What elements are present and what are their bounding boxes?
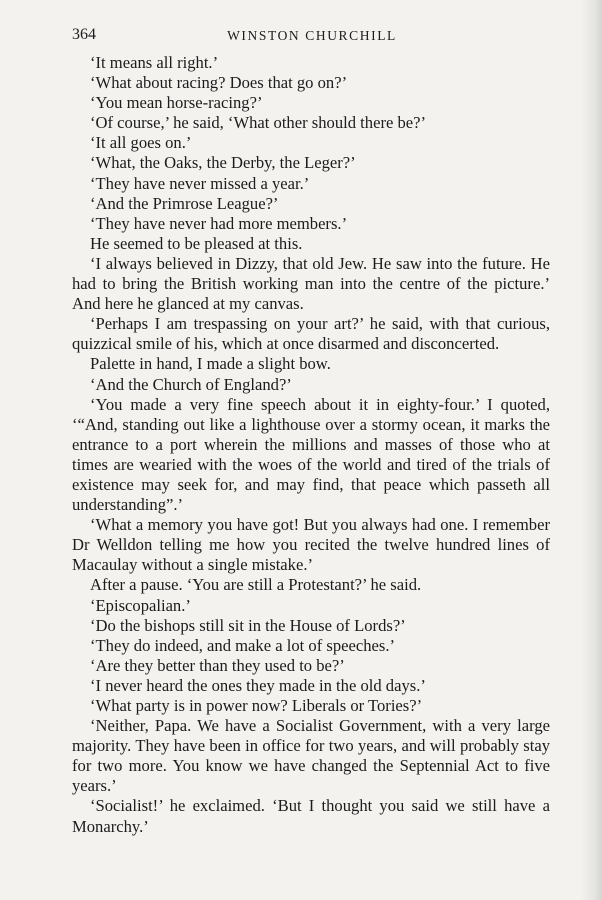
paragraph: ‘You made a very fine speech about it in eighty-four.’ I quoted, ‘“And, standing out like a lighthouse over a stormy ocean, it marks the entrance to a port wherein the millions and masses of those who at times are wearied with the woes of the world and tired of the trials of existence may seek for, and may find, that peace which passeth all understanding”.’ — [72, 394, 550, 515]
paragraph: He seemed to be pleased at this. — [90, 233, 303, 253]
paragraph: ‘Of course,’ he said, ‘What other should there be?’ — [90, 113, 427, 133]
paragraph: ‘Episcopalian.’ — [90, 595, 191, 615]
body-text — [72, 53, 550, 837]
paragraph: ‘Perhaps I am trespassing on your art?’ he said, with that curious, quizzical smile of his, which at once disarmed and disconcerted. — [72, 314, 550, 354]
paragraph: ‘You mean horse-racing?’ — [90, 93, 263, 113]
paragraph: ‘And the Primrose League?’ — [90, 193, 279, 213]
paragraph: ‘They have never had more members.’ — [90, 213, 348, 233]
paragraph: ‘I always believed in Dizzy, that old Jew. He saw into the future. He had to bring the British working man into the centre of the picture.’ And here he glanced at my canvas. — [72, 253, 550, 314]
paragraph: ‘What a memory you have got! But you always had one. I remember Dr Welldon telling me how you recited the twelve hundred lines of Macaulay without a single mistake.’ — [72, 515, 550, 575]
paragraph: ‘It all goes on.’ — [90, 133, 192, 153]
paragraph: Palette in hand, I made a slight bow. — [90, 354, 331, 374]
page-number: 364 — [72, 26, 96, 43]
paragraph: ‘Are they better than they used to be?’ — [90, 655, 345, 675]
paragraph: ‘Neither, Papa. We have a Socialist Government, with a very large majority. They have been in office for two years, and will probably stay for two more. You know we have changed the Septennial Act to five years.’ — [72, 716, 550, 796]
paragraph: ‘What party is in power now? Liberals or Tories?’ — [90, 696, 423, 715]
page-header — [72, 26, 552, 50]
paragraph: ‘They do indeed, and make a lot of speeches.’ — [90, 635, 396, 655]
paragraph: After a pause. ‘You are still a Protestant?’ he said. — [90, 575, 422, 595]
running-head: WINSTON CHURCHILL — [227, 28, 397, 43]
paragraph: ‘What, the Oaks, the Derby, the Leger?’ — [90, 153, 356, 173]
paragraph: ‘Do the bishops still sit in the House of Lords?’ — [90, 615, 406, 635]
paragraph: ‘It means all right.’ — [90, 53, 219, 72]
paragraph: ‘I never heard the ones they made in the old days.’ — [90, 675, 426, 695]
paragraph: ‘They have never missed a year.’ — [90, 173, 310, 193]
paragraph: ‘What about racing? Does that go on?’ — [90, 73, 348, 93]
paragraph: ‘And the Church of England?’ — [90, 374, 292, 394]
paragraph: ‘Socialist!’ he exclaimed. ‘But I thought you said we still have a Monarchy.’ — [72, 796, 550, 836]
